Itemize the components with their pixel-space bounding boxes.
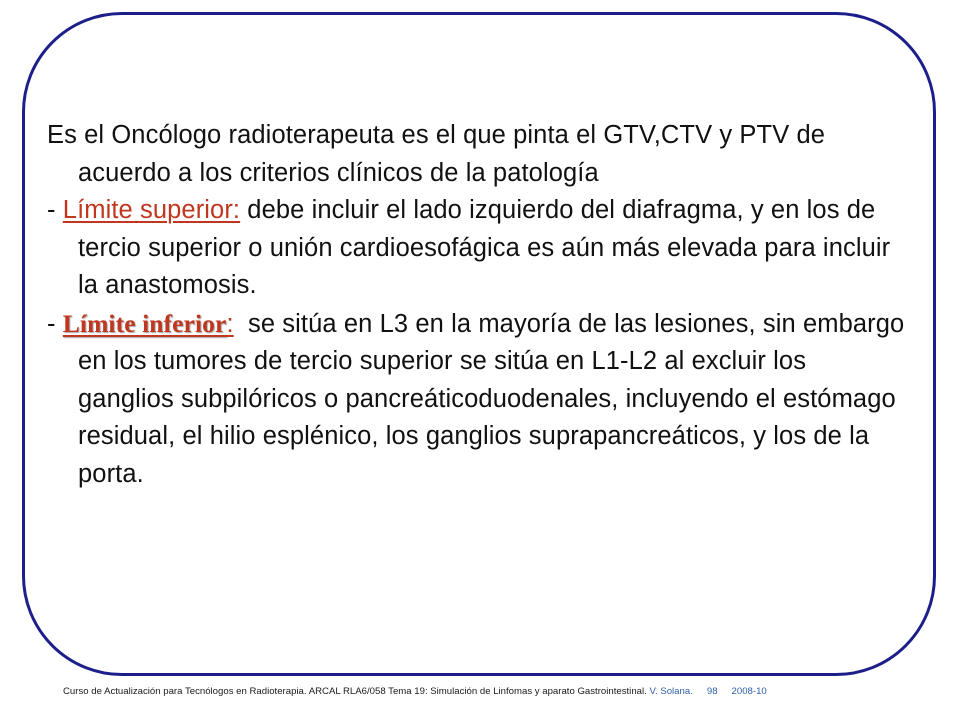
- slide-content: [47, 117, 912, 493]
- footer-page-number: 98: [706, 686, 718, 697]
- upper-limit-text: debe incluir el lado izquierdo del diafragma, y en los de tercio superior o unión cardioesofágica es aún más elevada para incluir la anastomosis.: [78, 196, 891, 299]
- upper-limit-label: Límite superior:: [62, 196, 241, 224]
- lower-limit-colon: :: [226, 309, 234, 338]
- footer-course-text: Curso de Actualización para Tecnólogos en Radioterapia. ARCAL RLA6/058 Tema 19: Simulación de Linfomas y aparato Gastrointestinal.: [63, 686, 647, 697]
- lower-limit-text: se sitúa en L3 en la mayoría de las lesiones, sin embargo en los tumores de tercio superior se sitúa en L1-L2 al excluir los ganglios subpilóricos o pancreáticoduodenales, incluyendo el estómago residual, el hilio esplénico, los ganglios suprapancreáticos, y los de la porta.: [78, 309, 912, 488]
- paragraph-upper-limit: [47, 192, 907, 305]
- paragraph-intro: [47, 117, 907, 192]
- footer-author: V. Solana.: [649, 686, 693, 697]
- bullet-dash: -: [47, 309, 63, 338]
- slide-footer: [63, 686, 767, 697]
- intro-text: Es el Oncólogo radioterapeuta es el que pinta el GTV,CTV y PTV de acuerdo a los criterios clínicos de la patología: [47, 121, 826, 187]
- lower-limit-label: Límite inferior: [62, 308, 227, 338]
- bullet-dash: -: [47, 196, 63, 224]
- footer-year: 2008-10: [731, 686, 767, 697]
- paragraph-lower-limit: [47, 305, 912, 494]
